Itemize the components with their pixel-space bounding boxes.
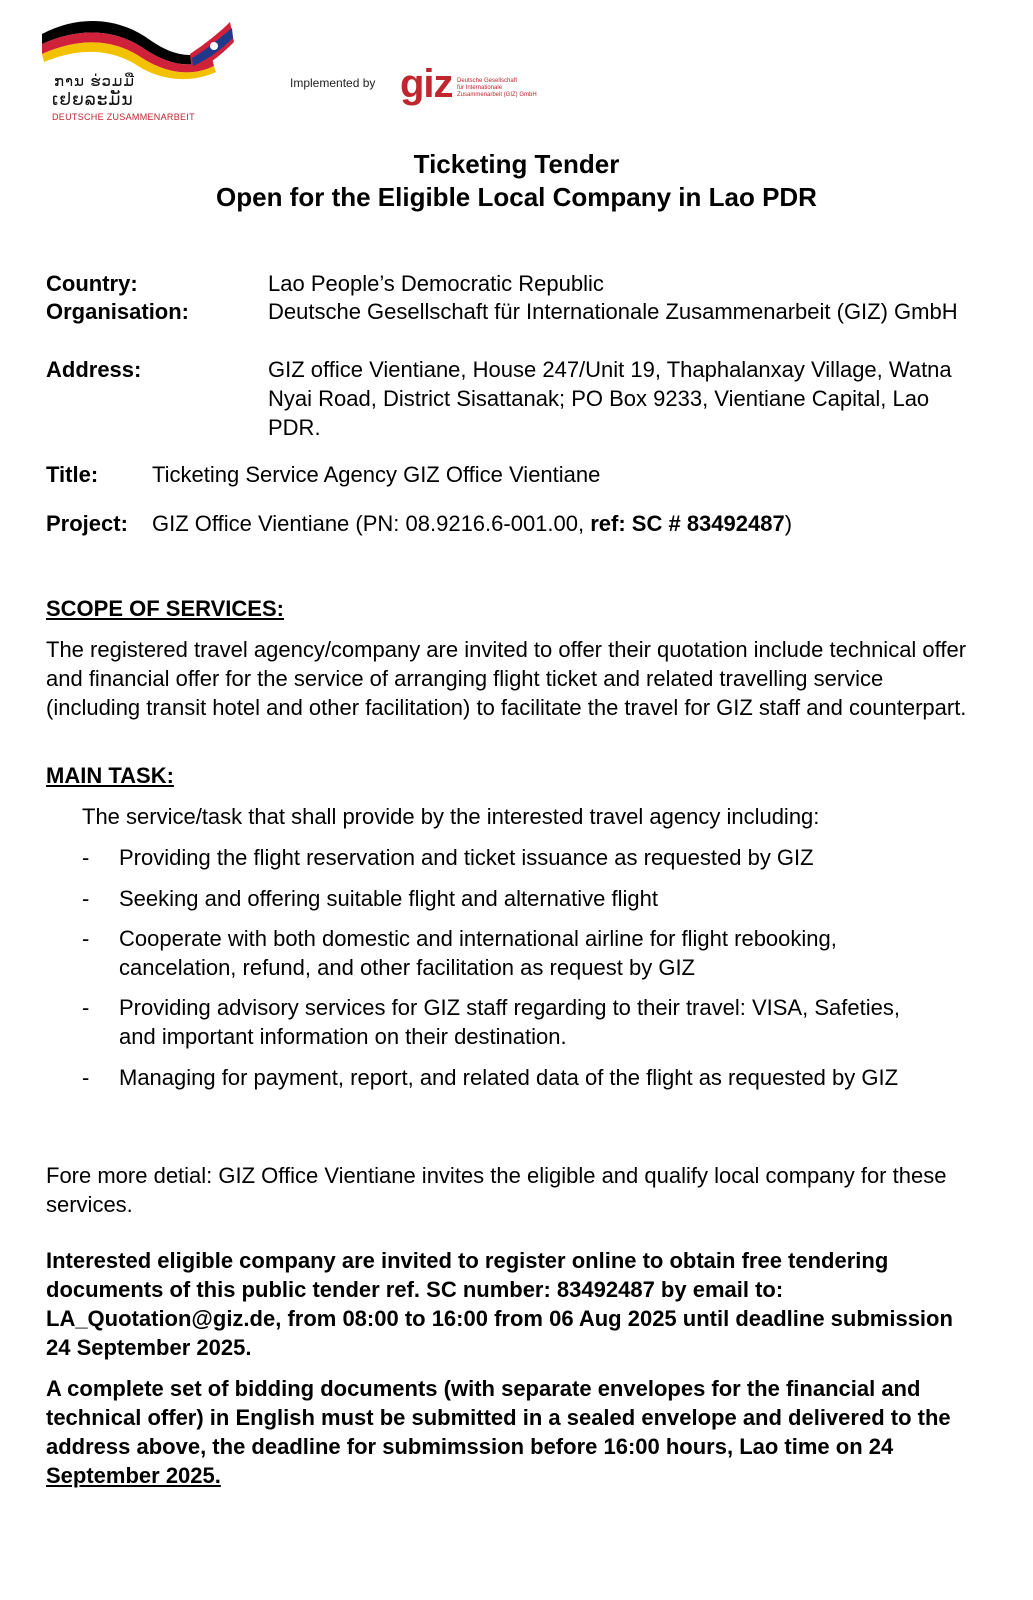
submission-body: A complete set of bidding documents (with separate envelopes for the financial and technical offer) in English must be submitted in a sealed envelope and delivered to the address above, the deadline for submimssion before 16:00 hours, Lao time on 24 [46,1376,951,1459]
giz-tagline-line: Deutsche Gesellschaft [457,78,518,84]
list-item-text: Providing advisory services for GIZ staff regarding to their travel: VISA, Safeties, and important information on their destination. [119,995,900,1049]
organisation-label: Organisation: [46,299,190,324]
list-dash: - [82,995,90,1020]
scope-heading: SCOPE OF SERVICES: [46,596,284,621]
title-label: Title: [46,462,99,487]
submission-deadline-date: September 2025. [46,1463,221,1488]
list-dash: - [82,886,90,911]
address-label: Address: [46,357,142,382]
project-close: ) [784,511,793,536]
document-subtitle: Open for the Eligible Local Company in Lao PDR [216,182,817,212]
list-item-text: Managing for payment, report, and related data of the flight as requested by GIZ [119,1065,899,1090]
address-value: GIZ office Vientiane, House 247/Unit 19, Thaphalanxay Village, Watna Nyai Road, District Sisattanak; PO Box 9233, Vientiane Capital, Lao PDR. [268,357,952,440]
project-label: Project: [46,511,128,536]
list-dash: - [82,845,90,870]
organisation-value: Deutsche Gesellschaft für Internationale Zusammenarbeit (GIZ) GmbH [268,299,958,324]
project-value [152,509,1012,538]
implemented-by-label: Implemented by [290,76,376,90]
list-item-text: Cooperate with both domestic and international airline for flight rebooking, cancelation, refund, and other facilitation as request by GIZ [119,926,837,980]
more-detail-text: Fore more detial: GIZ Office Vientiane invites the eligible and qualify local company for these services. [46,1163,947,1217]
list-dash: - [82,926,90,951]
german-cooperation-flag-logo [40,14,236,80]
title-value: Ticketing Service Agency GIZ Office Vientiane [152,462,601,487]
giz-tagline-line: Zusammenarbeit (GIZ) GmbH [457,92,537,99]
project-text: GIZ Office Vientiane (PN: 08.9216.6-001.00, [152,511,591,536]
project-ref: ref: SC # 83492487 [590,511,785,536]
list-dash: - [82,1065,90,1090]
giz-tagline-line: für Internationale [457,85,503,92]
logo-org-text: DEUTSCHE ZUSAMMENARBEIT [52,112,195,122]
logo-lao-text-line2: ເຢຍລະມັນ [52,90,134,109]
submission-text [46,1374,951,1490]
giz-tagline [457,78,557,100]
country-value: Lao People’s Democratic Republic [268,271,604,296]
logo-lao-text-line1: ການ ຮ່ວມມື [54,73,135,90]
main-task-heading: MAIN TASK: [46,763,174,788]
register-text: Interested eligible company are invited to register online to obtain free tendering documents of this public tender ref. SC number: 83492487 by email to: LA_Quotation@giz.de, from 08:00 to 16:00 from 06 Aug 2025 until deadline submission 24 September 2025. [46,1248,953,1360]
main-task-intro: The service/task that shall provide by the interested travel agency including: [82,804,820,829]
document-title: Ticketing Tender [413,149,620,179]
list-item-text: Providing the flight reservation and ticket issuance as requested by GIZ [119,845,814,870]
scope-text: The registered travel agency/company are invited to offer their quotation include technical offer and financial offer for the service of arranging flight ticket and related travelling service (including transit hotel and other facilitation) to facilitate the travel for GIZ staff and counterpart. [46,637,967,720]
country-label: Country: [46,271,138,296]
giz-logo: giz [400,62,453,106]
list-item-text: Seeking and offering suitable flight and alternative flight [119,886,658,911]
